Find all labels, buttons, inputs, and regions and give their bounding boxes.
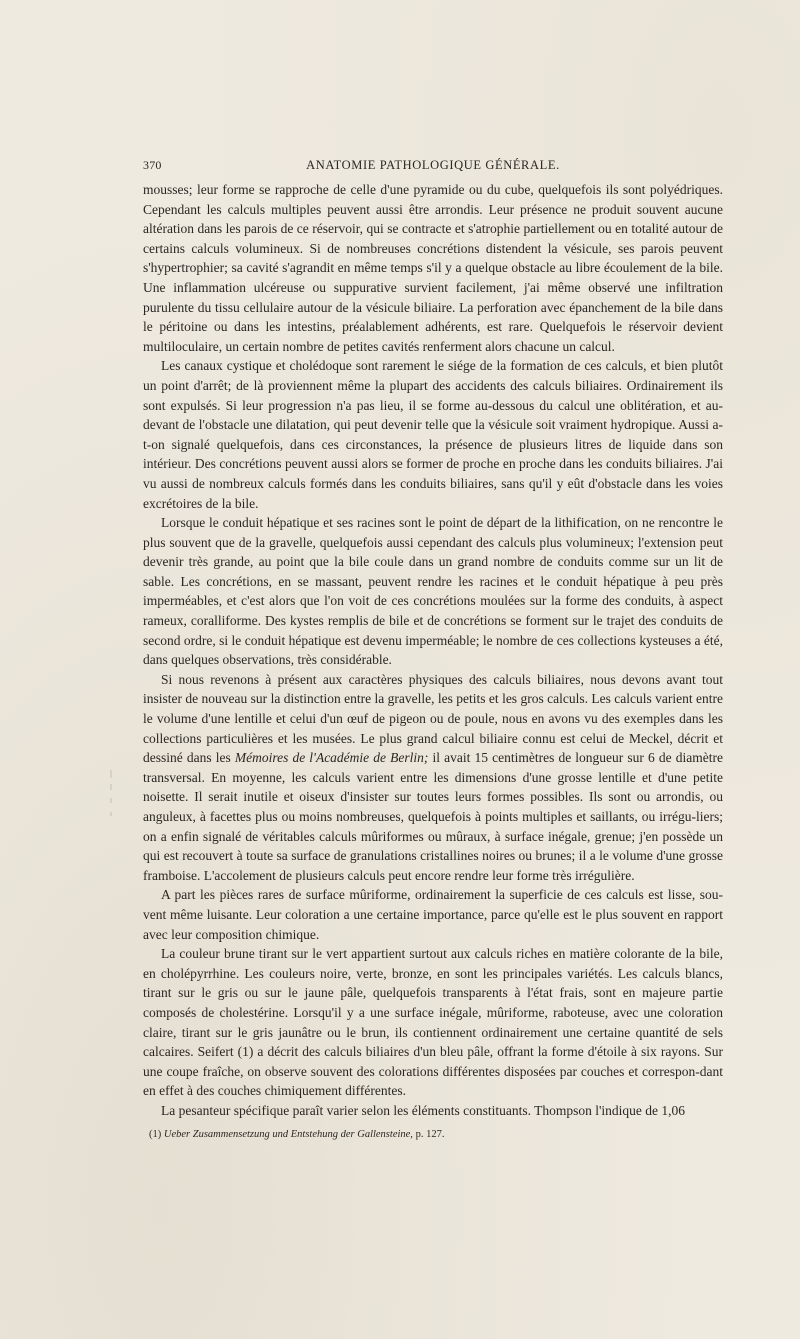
paragraph: Les canaux cystique et cholédoque sont rarement le siége de la formation de ces calculs, et bien plutôt un point d'arrêt; de là proviennent même la plupart des accidents des calculs biliaires. Ordinairement ils sont expulsés. Si leur progression n'a pas lieu, il se forme au-dessous du calcul une oblitération, et au-devant de l'obstacle une dilatation, qui peut devenir telle que la vésicule soit vraiment hydropique. Aussi a-t-on signalé quelquefois, dans ces circonstances, la présence de plusieurs litres de liquide dans son intérieur. Des concrétions peuvent aussi alors se former de proche en proche dans les conduits biliaires. J'ai vu aussi de nombreux calculs formés dans les conduits biliaires, sans qu'il y eût d'obstacle dans les voies excrétoires de la bile. xyxy=(143,358,723,511)
paragraph xyxy=(143,670,723,886)
cited-work-title: Mémoires de l'Académie de Berlin; xyxy=(234,750,429,766)
footnote-work-title: Ueber Zusammensetzung und Entstehung der Gallensteine, xyxy=(163,1129,413,1140)
paragraph: La pesanteur spécifique paraît varier selon les éléments constituants. Thompson l'indique de 1,06 xyxy=(161,1102,686,1118)
margin-smudge-icon xyxy=(108,770,114,830)
paragraph-text: il avait 15 centimètres de longueur sur 6 de diamètre transversal. En moyenne, les calculs varient entre les dimensions d'une grosse lentille et d'une petite noisette. Il serait inutile et oiseux d'insister sur toutes leurs formes possibles. Ils sont ou arrondis, ou anguleux, à facettes plus ou moins nombreuses, quelquefois à points multiples et saillants, ou irrégu-liers; on a enfin signalé de véritables calculs mûriformes ou mûraux, à surface inégale, grenue; j'en possède un qui est recouvert à toute sa surface de granulations cristallines noires ou brunes; il a le volume d'une grosse framboise. L'accolement de plusieurs calculs peut encore rendre leur forme très irrégulière. xyxy=(143,750,723,883)
paragraph: A part les pièces rares de surface mûriforme, ordinairement la superficie de ces calculs est lisse, sou-vent même luisante. Leur coloration a une certaine importance, parce qu'elle est le plus souvent en rapport avec leur composition chimique. xyxy=(143,887,723,942)
body-text xyxy=(143,180,723,1121)
paragraph: La couleur brune tirant sur le vert appartient surtout aux calculs riches en matière colorante de la bile, en cholépyrrhine. Les couleurs noire, verte, bronze, en sont les principales variétés. Les calculs blancs, tirant sur le gris ou sur le jaune pâle, quelquefois transparents à l'état frais, sont en majeure partie composés de cholestérine. Lorsqu'il y a une surface inégale, mûriforme, raboteuse, avec une coloration claire, tirant sur le gris jaunâtre ou le brun, ils contiennent ordinairement une certaine quantité de sels calcaires. Seifert (1) a décrit des calculs biliaires d'un bleu pâle, offrant la forme d'étoile à six rayons. Sur une coupe fraîche, on observe souvent des colorations différentes disposées par couches et correspon-dant en effet à des couches chimiquement différentes. xyxy=(143,946,723,1099)
paragraph-text: Si nous revenons à présent aux caractères physiques des calculs biliaires, nous devons avant tout insister de nouveau sur la distinction entre la gravelle, les petits et les gros calculs. Les calculs varient entre le volume d'une lentille et celui d'un œuf de pigeon ou de poule, nous en avons vu des exemples dans les collections particulières et les musées. Le plus grand calcul biliaire connu est celui de Meckel, décrit et dessiné dans les xyxy=(143,671,723,766)
paragraph: Lorsque le conduit hépatique et ses racines sont le point de départ de la lithification, on ne rencontre le plus souvent que de la gravelle, quelquefois aussi cependant des calculs plus volumineux; l'extension peut devenir très grande, au point que la bile coule dans un grand nombre de conduits comme sur un lit de sable. Les concrétions, en se massant, peuvent rendre les racines et le conduit hépatique à peu près imperméables, et c'est alors que l'on voit de ces concrétions moulées sur la forme des conduits, à aspect rameux, coralliforme. Des kystes remplis de bile et de concrétions se forment sur le trajet des conduits de second ordre, si le conduit hépatique est devenu imperméable; le nombre de ces collections kysteuses a été, dans quelques observations, très considérable. xyxy=(143,515,723,668)
footnote-page-ref: p. 127. xyxy=(415,1129,445,1140)
running-title: ANATOMIE PATHOLOGIQUE GÉNÉRALE. xyxy=(306,158,560,172)
footnote xyxy=(149,1128,723,1142)
footnote-marker: (1) xyxy=(149,1129,162,1140)
margin-smudge xyxy=(108,770,114,830)
paragraph: mousses; leur forme se rapproche de celle d'une pyramide ou du cube, quelquefois ils sont polyédriques. Cependant les calculs multiples peuvent aussi être arrondis. Leur présence ne produit souvent aucune altération dans les parois de ce réservoir, qui se contracte et s'atrophie partiellement ou en totalité autour de certains calculs volumineux. Si de nombreuses concrétions distendent la vésicule, ses parois peuvent s'hypertrophier; sa cavité s'agrandit en même temps s'il y a quelque obstacle au libre écoulement de la bile. Une inflammation ulcéreuse ou suppurative survient facilement, j'ai même observé une infiltration purulente du tissu cellulaire autour de la vésicule biliaire. La perforation avec épanchement de la bile dans le péritoine ou dans les intestins, préalablement adhérents, est rare. Quelquefois le réservoir devient multiloculaire, un certain nombre de petites cavités renferment alors chacune un calcul. xyxy=(143,182,723,354)
page-header xyxy=(143,158,723,176)
page-number: 370 xyxy=(143,158,162,172)
